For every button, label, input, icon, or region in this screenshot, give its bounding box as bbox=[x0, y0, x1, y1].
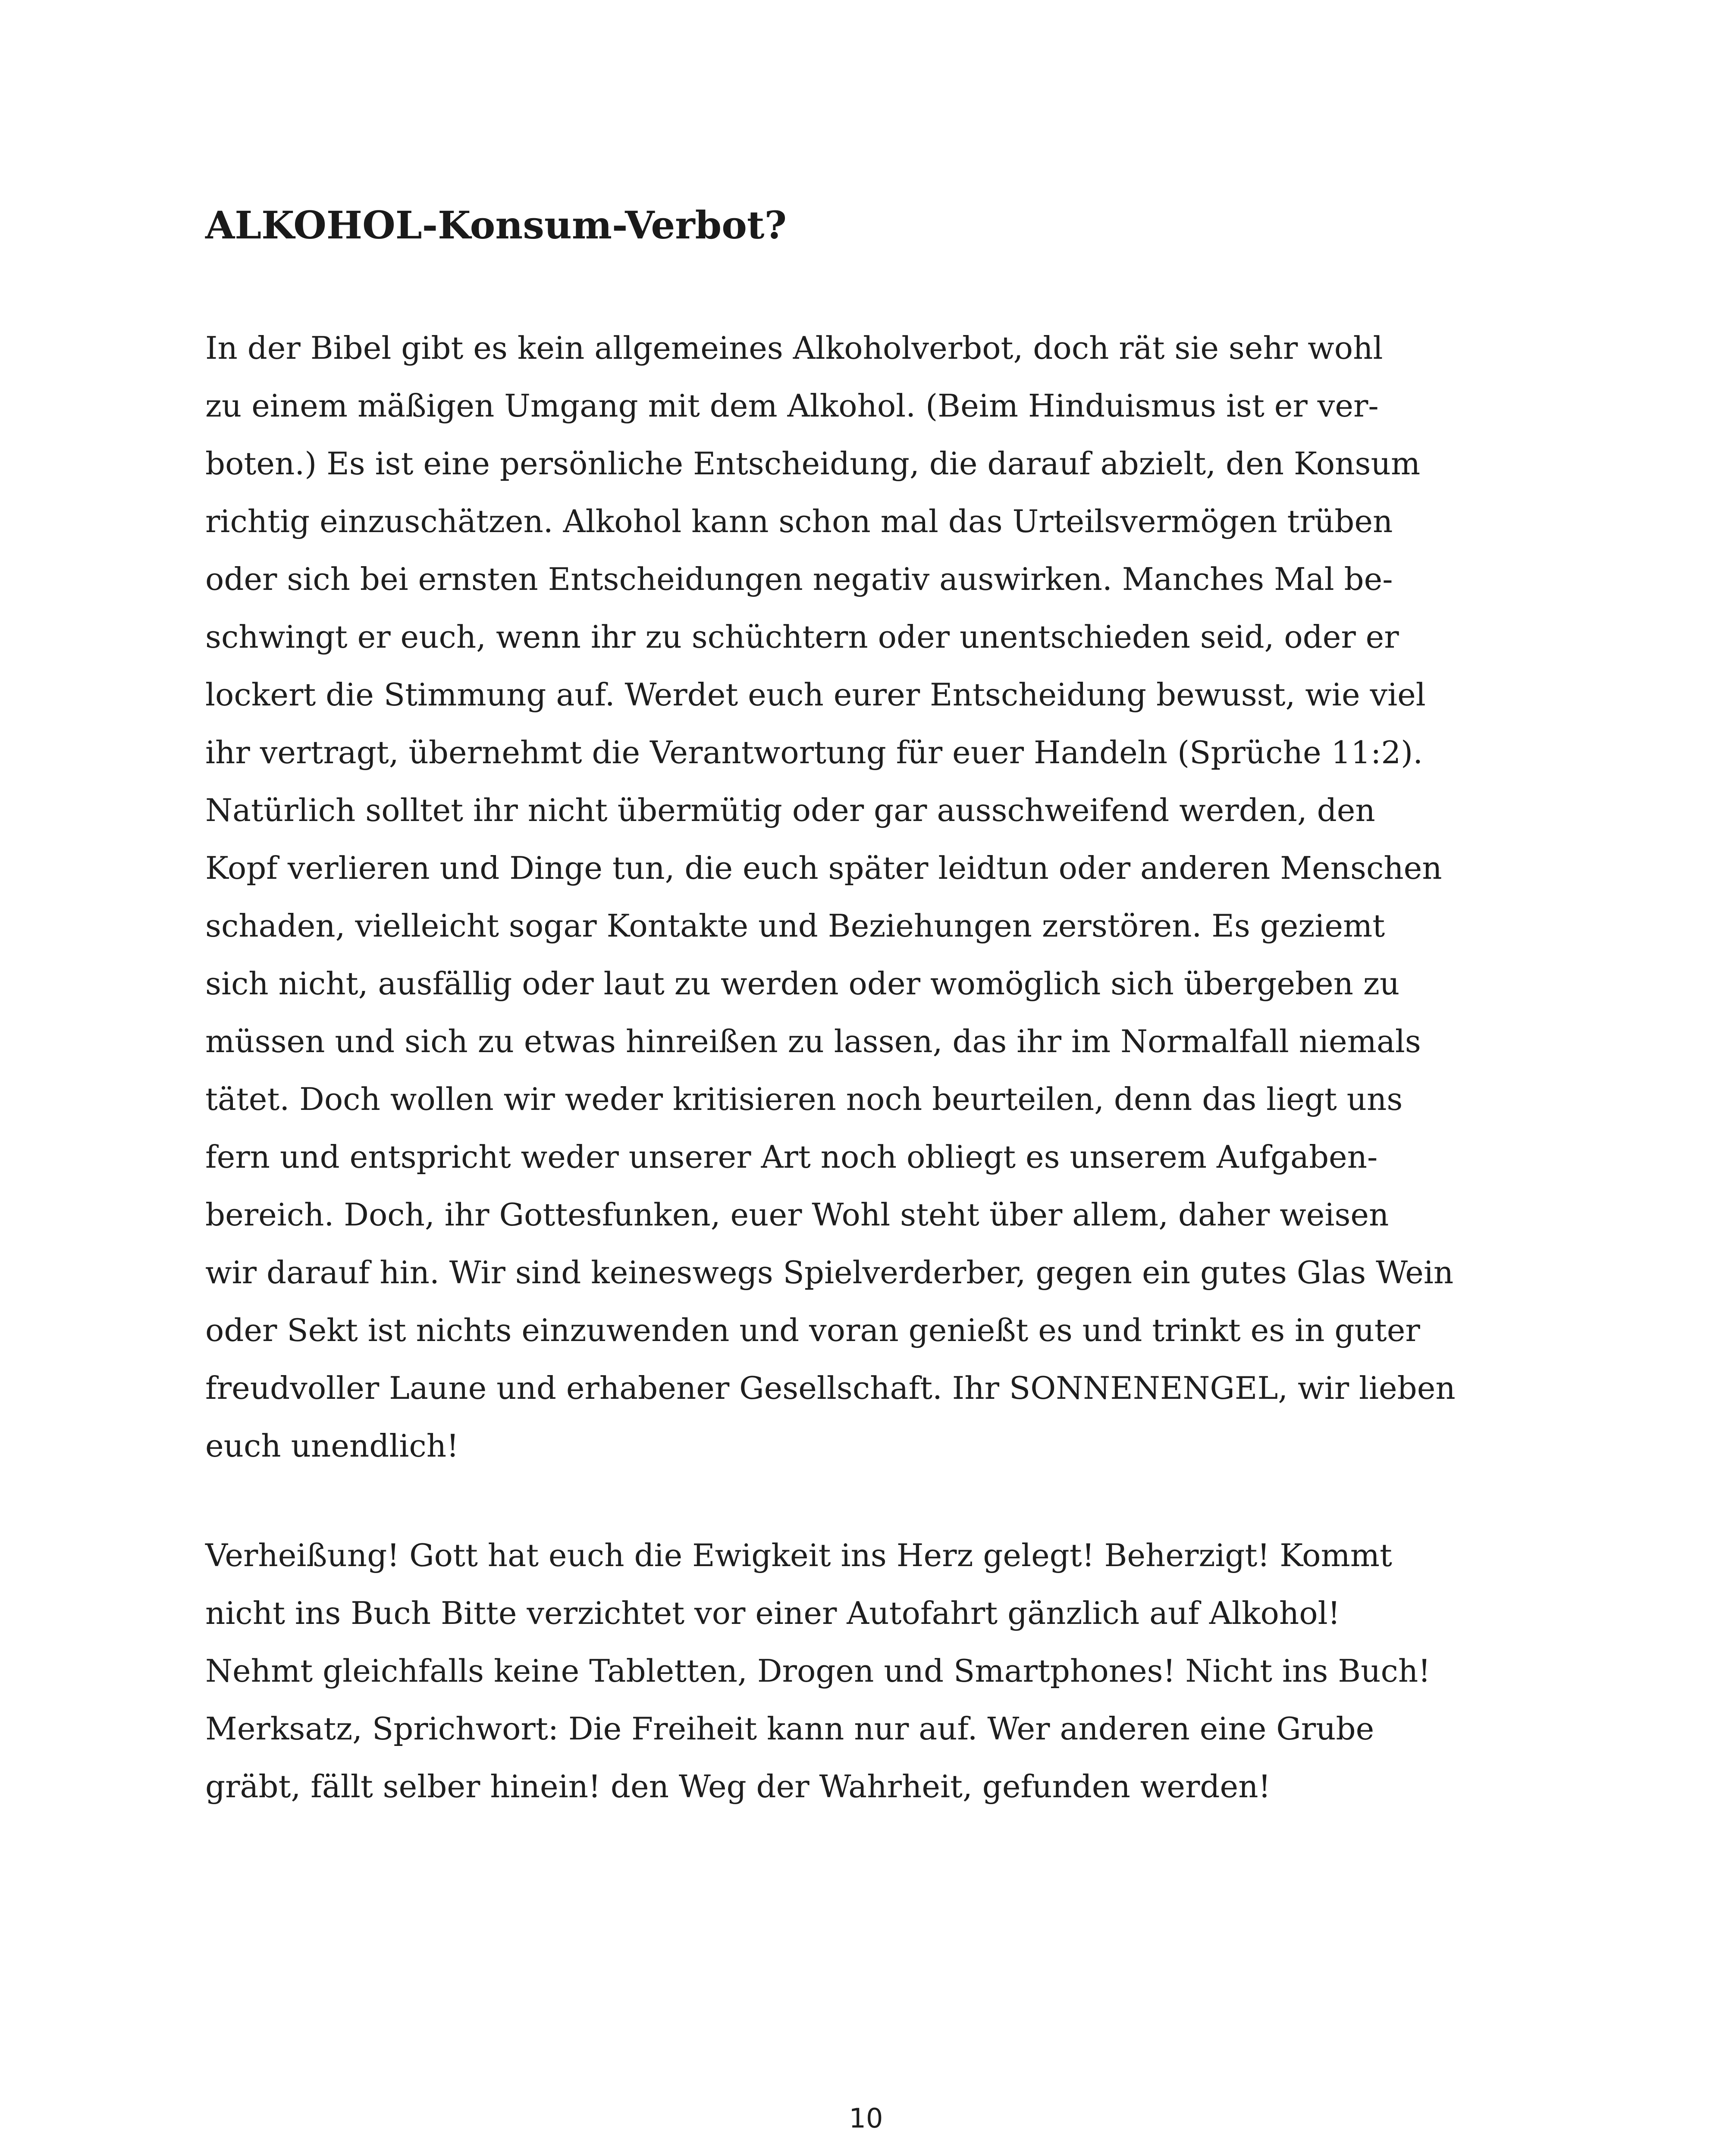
text-line: nicht ins Buch Bitte verzichtet vor einer Autofahrt gänzlich auf Alkohol! bbox=[205, 1595, 1340, 1631]
text-line: bereich. Doch, ihr Gottesfunken, euer Wohl steht über allem, daher weisen bbox=[205, 1197, 1389, 1233]
text-line: Natürlich solltet ihr nicht übermütig oder gar ausschweifend werden, den bbox=[205, 792, 1375, 828]
text-line: tätet. Doch wollen wir weder kritisieren noch beurteilen, denn das liegt uns bbox=[205, 1081, 1403, 1117]
text-line: oder Sekt ist nichts einzuwenden und voran genießt es und trinkt es in guter bbox=[205, 1312, 1420, 1348]
text-line: Nehmt gleichfalls keine Tabletten, Drogen und Smartphones! Nicht ins Buch! bbox=[205, 1653, 1431, 1689]
text-line: freudvoller Laune und erhabener Gesellschaft. Ihr SONNENENGEL, wir lieben bbox=[205, 1370, 1456, 1406]
text-line: Merksatz, Sprichwort: Die Freiheit kann nur auf. Wer anderen eine Grube bbox=[205, 1711, 1374, 1747]
text-line: richtig einzuschätzen. Alkohol kann schon mal das Urteilsvermögen trüben bbox=[205, 503, 1393, 539]
text-line: müssen und sich zu etwas hinreißen zu lassen, das ihr im Normalfall niemals bbox=[205, 1023, 1421, 1059]
text-line: sich nicht, ausfällig oder laut zu werden oder womöglich sich übergeben zu bbox=[205, 965, 1400, 1002]
text-line: fern und entspricht weder unserer Art noch obliegt es unserem Aufgaben- bbox=[205, 1139, 1378, 1175]
text-line: gräbt, fällt selber hinein! den Weg der Wahrheit, gefunden werden! bbox=[205, 1768, 1271, 1805]
page-heading: ALKOHOL-Konsum-Verbot? bbox=[205, 203, 787, 248]
text-line: oder sich bei ernsten Entscheidungen negativ auswirken. Manches Mal be- bbox=[205, 561, 1393, 597]
text-line: zu einem mäßigen Umgang mit dem Alkohol. (Beim Hinduismus ist er ver- bbox=[205, 388, 1379, 424]
paragraph-2 bbox=[205, 1526, 1431, 1815]
text-line: ihr vertragt, übernehmt die Verantwortung für euer Handeln (Sprüche 11:2). bbox=[205, 734, 1423, 771]
text-line: euch unendlich! bbox=[205, 1428, 459, 1464]
text-line: Kopf verlieren und Dinge tun, die euch später leidtun oder anderen Menschen bbox=[205, 850, 1442, 886]
page-number: 10 bbox=[849, 2103, 883, 2134]
paragraph-1 bbox=[205, 319, 1456, 1475]
text-line: wir darauf hin. Wir sind keineswegs Spielverderber, gegen ein gutes Glas Wein bbox=[205, 1254, 1454, 1291]
text-line: lockert die Stimmung auf. Werdet euch eurer Entscheidung bewusst, wie viel bbox=[205, 677, 1426, 713]
text-line: boten.) Es ist eine persönliche Entscheidung, die darauf abzielt, den Konsum bbox=[205, 445, 1421, 482]
text-line: Verheißung! Gott hat euch die Ewigkeit ins Herz gelegt! Beherzigt! Kommt bbox=[205, 1537, 1392, 1573]
text-line: schwingt er euch, wenn ihr zu schüchtern oder unentschieden seid, oder er bbox=[205, 619, 1399, 655]
text-line: schaden, vielleicht sogar Kontakte und Beziehungen zerstören. Es geziemt bbox=[205, 908, 1385, 944]
text-line: In der Bibel gibt es kein allgemeines Alkoholverbot, doch rät sie sehr wohl bbox=[205, 330, 1383, 366]
